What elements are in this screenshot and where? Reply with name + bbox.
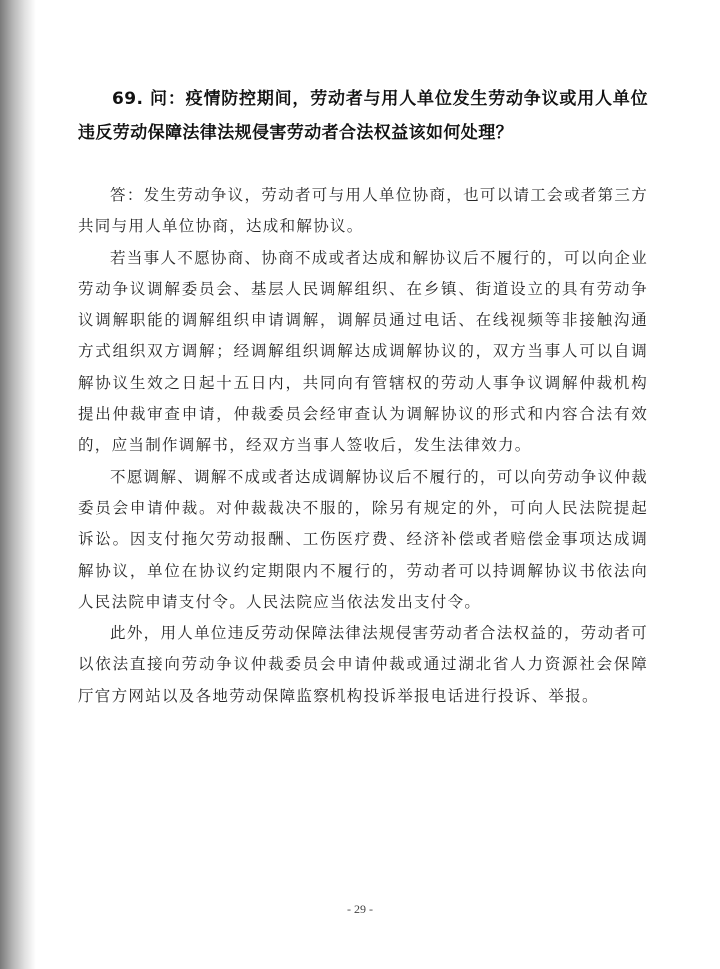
page-number: - 29 - (347, 902, 373, 916)
answer-paragraph-4: 此外，用人单位违反劳动保障法律法规侵害劳动者合法权益的，劳动者可以依法直接向劳动争议仲裁委员会申请仲裁或通过湖北省人力资源社会保障厅官方网站以及各地劳动保障监察机构投诉举报电话进行投诉、举报。 (78, 624, 648, 705)
document-page (78, 82, 648, 712)
question-number: 69. 问： (112, 89, 186, 109)
answer-body (78, 180, 648, 712)
question-text: 疫情防控期间，劳动者与用人单位发生劳动争议或用人单位违反劳动保障法律法规侵害劳动者合法权益该如何处理？ (78, 89, 649, 143)
question-heading (78, 82, 648, 150)
answer-paragraph-2: 若当事人不愿协商、协商不成或者达成和解协议后不履行的，可以向企业劳动争议调解委员会、基层人民调解组织、在乡镇、街道设立的具有劳动争议调解职能的调解组织申请调解，调解员通过电话、在线视频等非接触沟通方式组织双方调解；经调解组织调解达成调解协议的，双方当事人可以自调解协议生效之日起十五日内，共同向有管辖权的劳动人事争议调解仲裁机构提出仲裁审查申请，仲裁委员会经审查认为调解协议的形式和内容合法有效的，应当制作调解书，经双方当事人签收后，发生法律效力。 (78, 248, 648, 455)
answer-paragraph-1: 答：发生劳动争议，劳动者可与用人单位协商，也可以请工会或者第三方共同与用人单位协商，达成和解协议。 (78, 186, 648, 236)
page-spine-shadow (0, 0, 36, 969)
answer-paragraph-3: 不愿调解、调解不成或者达成调解协议后不履行的，可以向劳动争议仲裁委员会申请仲裁。对仲裁裁决不服的，除另有规定的外，可向人民法院提起诉讼。因支付拖欠劳动报酬、工伤医疗费、经济补偿或者赔偿金事项达成调解协议，单位在协议约定期限内不履行的，劳动者可以持调解协议书依法向人民法院申请支付令。人民法院应当依法发出支付令。 (78, 467, 648, 611)
